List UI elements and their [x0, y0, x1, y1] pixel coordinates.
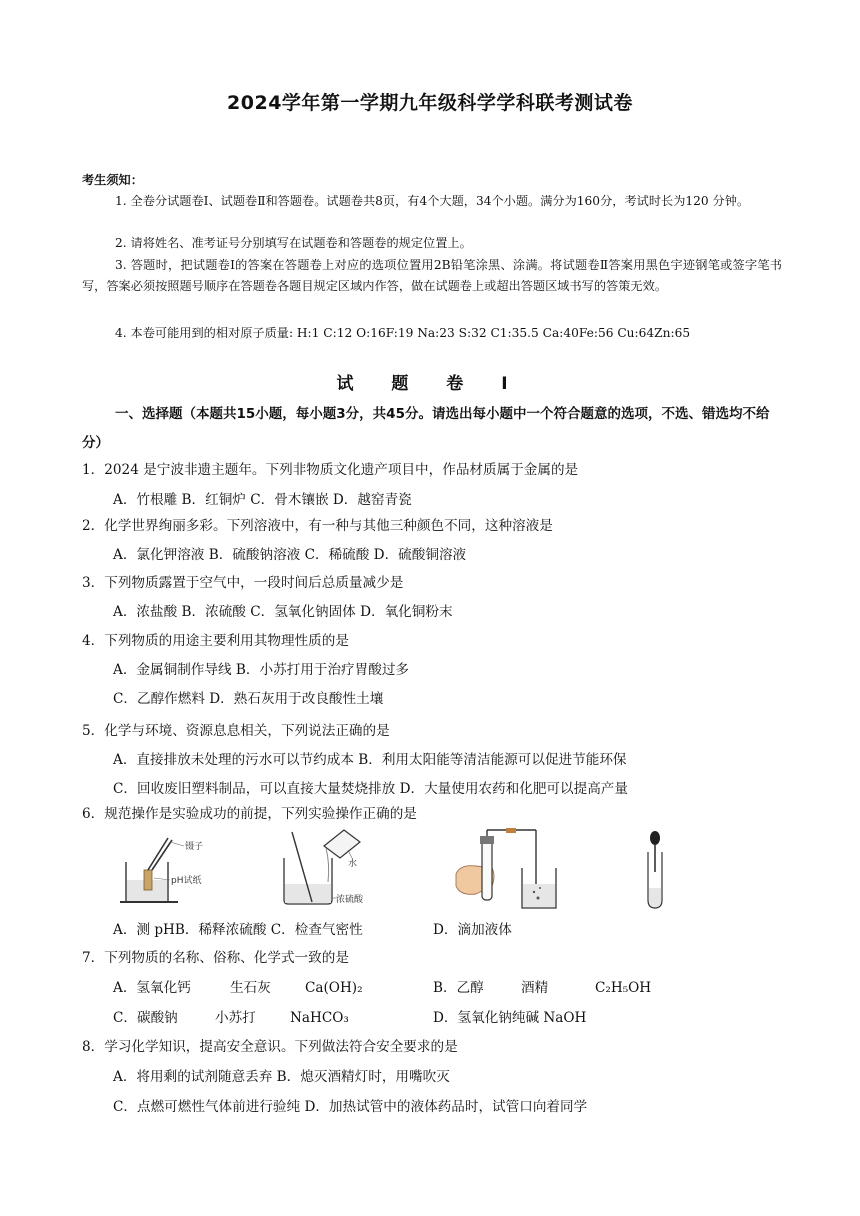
question-8-options-row-2: C．点燃可燃性气体前进行验纯 D．加热试管中的液体药品时，试管口向着同学	[113, 1099, 588, 1115]
question-8-options-row-1: A．将用剩的试剂随意丢弃 B．熄灭酒精灯时，用嘴吹灭	[113, 1069, 450, 1085]
question-7-option-a-formula: Ca(OH)₂	[305, 980, 363, 996]
tweezers-label: 镊子	[185, 842, 204, 852]
question-7-option-c-common: 小苏打	[215, 1010, 256, 1026]
question-2-options: A．氯化钾溶液 B．硫酸钠溶液 C．稀硫酸 D．硫酸铜溶液	[113, 547, 467, 563]
ph-test-figure	[120, 832, 220, 910]
notice-item-3: 3. 答题时，把试题卷Ⅰ的答案在答题卷上对应的选项位置用2B铅笔涂黑、涂满。将试题卷Ⅱ答案用黑色宇迹钢笔或签字笔书写，答案必须按照题号顺序在答题卷各题目规定区域内作答，做在试题卷上或超出答题区域书写的答策无效。	[82, 258, 782, 293]
airtightness-check-figure	[452, 828, 564, 912]
question-6-options-abc: A．测 pHB．稀释浓硫酸 C．检查气密性	[113, 922, 363, 938]
question-8-stem: 8．学习化学知识，提高安全意识。下列做法符合安全要求的是	[82, 1039, 458, 1055]
dropper-figure	[640, 828, 670, 912]
question-1-stem: 1．2024 是宁波非遗主题年。下列非物质文化遗产项目中，作品材质属于金属的是	[82, 462, 579, 478]
question-3-options: A．浓盐酸 B．浓硫酸 C．氢氧化钠固体 D．氧化铜粉末	[113, 604, 453, 620]
question-3-stem: 3．下列物质露置于空气中，一段时间后总质量减少是	[82, 575, 404, 591]
question-7-option-d: D．氢氧化钠纯碱 NaOH	[433, 1010, 587, 1026]
notice-item-1: 1. 全卷分试题卷Ⅰ、试题卷Ⅱ和答题卷。试题卷共8页，有4个大题，34个小题。满分为160分，考试时长为120 分钟。	[115, 194, 750, 208]
question-7-option-c-label: C．碳酸钠	[113, 1010, 178, 1026]
question-6-stem: 6．规范操作是实验成功的前提，下列实验操作正确的是	[82, 806, 417, 822]
question-7-option-c-formula: NaHCO₃	[290, 1010, 349, 1026]
water-label: 水	[348, 859, 358, 869]
question-1-options: A．竹根雕 B．红铜炉 C．骨木镶嵌 D．越窑青瓷	[113, 492, 412, 508]
question-7-option-a-label: A．氢氧化钙	[113, 980, 191, 996]
question-7-option-b-formula: C₂H₅OH	[595, 980, 652, 996]
question-7-stem: 7．下列物质的名称、俗称、化学式一致的是	[82, 950, 349, 966]
page-title: 2024学年第一学期九年级科学学科联考测试卷	[227, 92, 633, 114]
question-5-stem: 5．化学与环境、资源息息相关，下列说法正确的是	[82, 723, 390, 739]
question-4-stem: 4．下列物质的用途主要利用其物理性质的是	[82, 633, 349, 649]
section-title: 试 题 卷 Ⅰ	[336, 374, 524, 394]
concentrated-acid-label: 浓硫酸	[336, 895, 364, 905]
dilute-acid-figure	[278, 828, 374, 912]
question-2-stem: 2．化学世界绚丽多彩。下列溶液中，有一种与其他三种颜色不同，这种溶液是	[82, 518, 553, 534]
question-4-options-row-1: A．金属铜制作导线 B．小苏打用于治疗胃酸过多	[113, 662, 410, 678]
ph-paper-label: pH试纸	[171, 876, 202, 886]
question-4-options-row-2: C．乙醇作燃料 D．熟石灰用于改良酸性土壤	[113, 691, 384, 707]
notice-item-2: 2. 请将姓名、准考证号分别填写在试题卷和答题卷的规定位置上。	[115, 236, 472, 250]
question-7-option-b-common: 酒精	[521, 980, 549, 996]
question-5-options-row-1: A．直接排放未处理的污水可以节约成本 B．利用太阳能等清洁能源可以促进节能环保	[113, 752, 627, 768]
notice-heading: 考生须知：	[82, 173, 143, 187]
notice-item-4: 4. 本卷可能用到的相对原子质量: H:1 C:12 O:16F:19 Na:23 S:32 C1:35.5 Ca:40Fe:56 Cu:64Zn:65	[115, 326, 691, 340]
question-7-option-b-label: B．乙醇	[433, 980, 484, 996]
question-5-options-row-2: C．回收废旧塑料制品，可以直接大量焚烧排放 D．大量使用农药和化肥可以提高产量	[113, 781, 628, 797]
question-6-option-d: D．滴加液体	[433, 922, 512, 938]
part-heading: 一、选择题（本题共15小题，每小题3分，共45分。请选出每小题中一个符合题意的选项，不选、错选均不给分）	[82, 406, 770, 451]
question-7-option-a-common: 生石灰	[230, 980, 271, 996]
